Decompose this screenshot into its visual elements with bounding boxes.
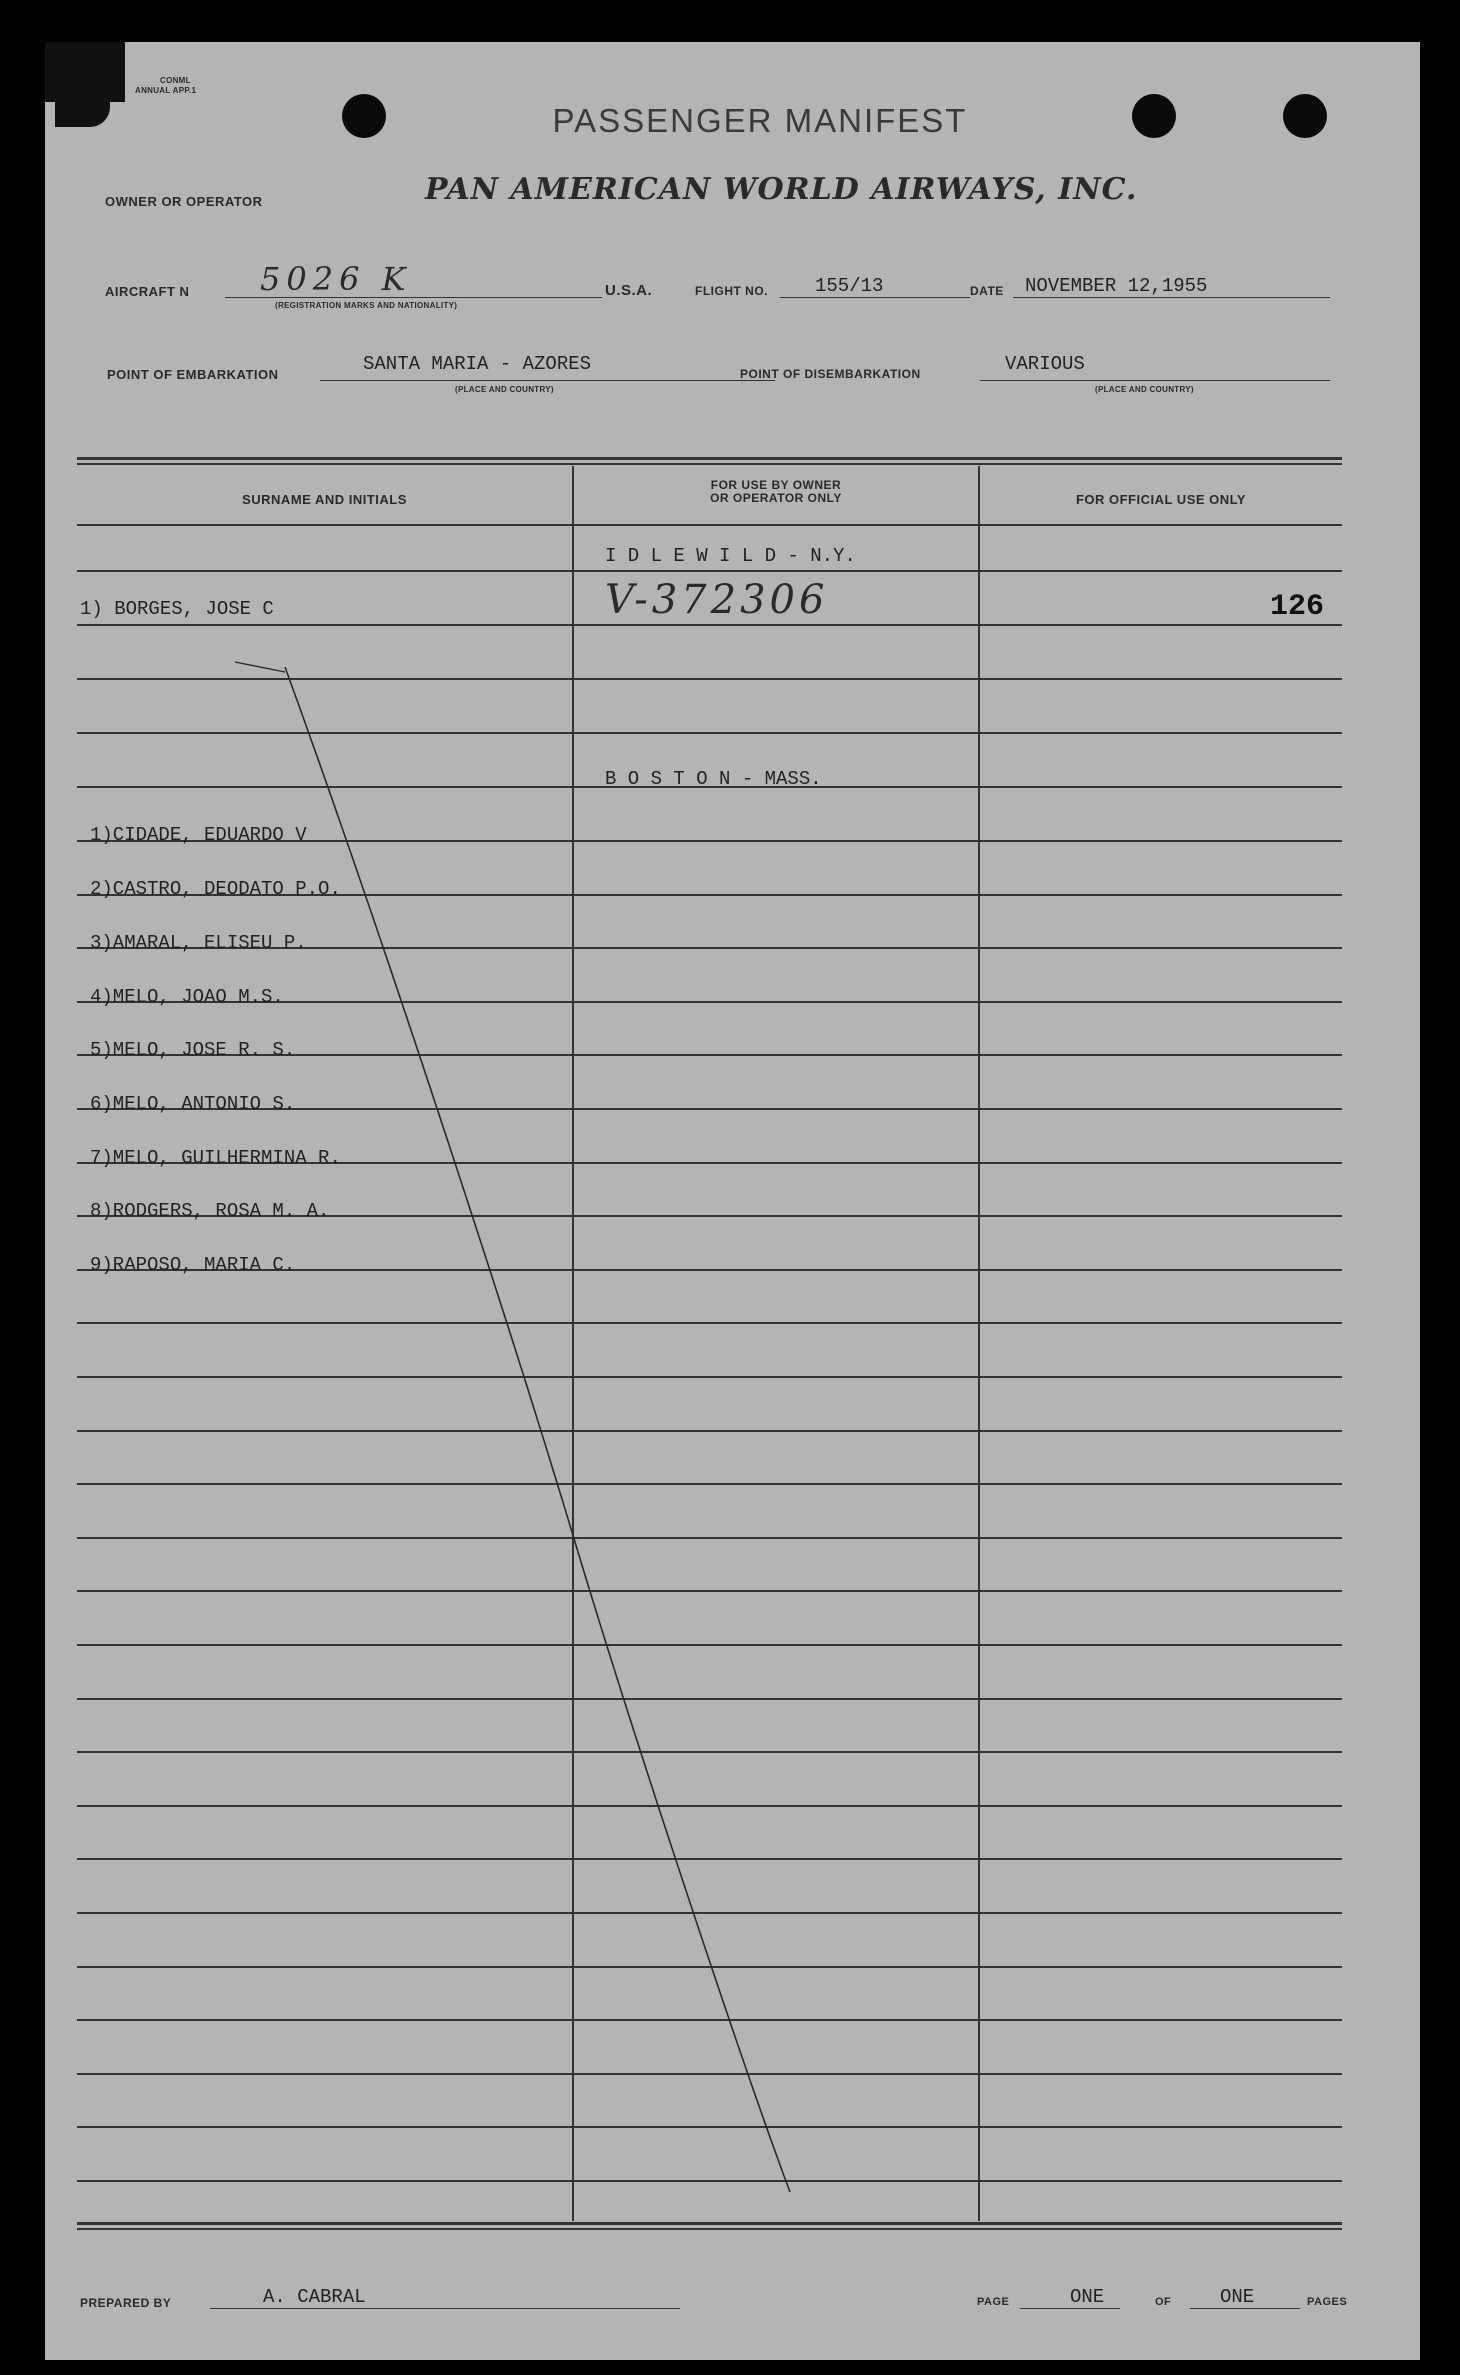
embark-label: POINT OF EMBARKATION <box>107 367 279 382</box>
table-bottom-rule-1 <box>77 2222 1342 2225</box>
usa-label: U.S.A. <box>605 282 653 299</box>
date-label: DATE <box>970 284 1004 298</box>
of-label: OF <box>1155 2296 1172 2308</box>
group-1-passenger-1: 1) BORGES, JOSE C <box>80 598 274 620</box>
passenger-list-item-4: 4)MELO, JOAO M.S. <box>90 986 284 1008</box>
prepared-value: A. CABRAL <box>263 2286 366 2308</box>
passenger-list-item-8: 8)RODGERS, ROSA M. A. <box>90 1200 330 1222</box>
page-line <box>1020 2308 1120 2309</box>
flight-value: 155/13 <box>815 275 884 297</box>
embark-sublabel: (PLACE AND COUNTRY) <box>455 385 554 394</box>
group-1-destination: I D L E W I L D - N.Y. <box>605 545 856 567</box>
disembark-value: VARIOUS <box>1005 353 1085 375</box>
prepared-label: PREPARED BY <box>80 2296 172 2310</box>
aircraft-value: 5026 K <box>260 260 412 298</box>
prepared-line <box>210 2308 680 2309</box>
flight-label: FLIGHT NO. <box>695 284 768 298</box>
page-label: PAGE <box>977 2296 1010 2308</box>
group-1-handwritten-note: V-372306 <box>605 577 829 623</box>
group-2-destination: B O S T O N - MASS. <box>605 768 822 790</box>
passenger-list-item-6: 6)MELO, ANTONIO S. <box>90 1093 296 1115</box>
disembark-label: POINT OF DISEMBARKATION <box>740 367 921 381</box>
passenger-list-item-7: 7)MELO, GUILHERMINA R. <box>90 1147 341 1169</box>
disembark-sublabel: (PLACE AND COUNTRY) <box>1095 385 1194 394</box>
aircraft-label: AIRCRAFT N <box>105 284 190 299</box>
page-value: ONE <box>1070 2286 1105 2308</box>
owner-label: OWNER OR OPERATOR <box>105 194 263 209</box>
pages-label: PAGES <box>1307 2296 1348 2308</box>
column-header-owner-use-line2: OR OPERATOR ONLY <box>710 491 842 505</box>
column-header-surname: SURNAME AND INITIALS <box>242 492 407 507</box>
pages-value: ONE <box>1220 2286 1255 2308</box>
diagonal-pen-stroke <box>45 42 1420 2360</box>
passenger-list-item-3: 3)AMARAL, ELISEU P. <box>90 932 307 954</box>
group-1-official-number: 126 <box>1270 590 1325 624</box>
table-bottom-rule-2 <box>77 2228 1342 2230</box>
owner-value: PAN AMERICAN WORLD AIRWAYS, INC. <box>425 172 1138 207</box>
page-title: PASSENGER MANIFEST <box>552 102 968 139</box>
date-value: NOVEMBER 12,1955 <box>1025 275 1208 297</box>
passenger-list-item-1: 1)CIDADE, EDUARDO V <box>90 824 307 846</box>
embark-value: SANTA MARIA - AZORES <box>363 353 592 375</box>
passenger-list-item-2: 2)CASTRO, DEODATO P.O. <box>90 878 341 900</box>
passenger-list-item-5: 5)MELO, JOSE R. S. <box>90 1039 296 1061</box>
passenger-list-item-9: 9)RAPOSO, MARIA C. <box>90 1254 296 1276</box>
aircraft-sublabel: (REGISTRATION MARKS AND NATIONALITY) <box>275 301 458 310</box>
corner-note-line2: ANNUAL APP.1 <box>135 86 197 95</box>
pages-line <box>1190 2308 1300 2309</box>
column-header-owner-use-line1: FOR USE BY OWNER <box>710 478 842 492</box>
column-header-official-use: FOR OFFICIAL USE ONLY <box>1075 492 1247 507</box>
manifest-sheet <box>45 42 1420 2360</box>
corner-note-line1: CONML <box>160 76 191 85</box>
